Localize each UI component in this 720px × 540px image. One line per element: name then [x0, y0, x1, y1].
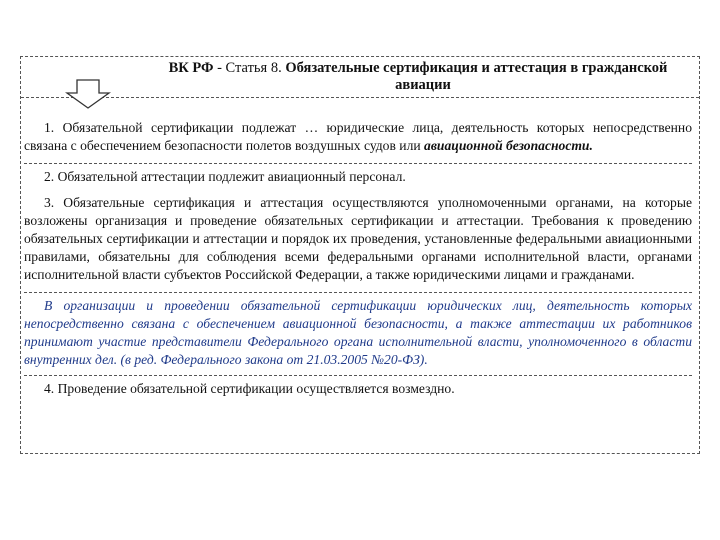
title-code: ВК РФ — [168, 60, 214, 76]
amendment-paragraph: В организации и проведении обязательной сертификации юридических лиц, деятельность которых непосредственно связана с обеспечением авиационной безопасности, а также аттестации их работников принимают участие представители Федерального органа исполнительной власти, уполномоченного в области внутренних дел. (в ред. Федерального закона от 21.03.2005 №20-ФЗ). — [24, 298, 692, 367]
title-article-name: Обязательные сертификация и аттестация в гражданской — [285, 60, 668, 76]
paragraph-1-text: 1. Обязательной сертификации подлежат … юридические лица, деятельность которых непосредственно связана с обеспечением безопасности полетов воздушных судов или — [24, 120, 692, 153]
article-frame — [20, 56, 700, 454]
paragraph-4: 4. Проведение обязательной сертификации осуществляется возмездно. — [44, 381, 455, 396]
paragraph-3: 3. Обязательные сертификация и аттестация осуществляются уполномоченными органами, на которые возложены организация и проведение обязательных сертификации и аттестации. Требования к проведению обязательных сертификации и аттестации и порядок их проведения, установленные федеральными авиационными правилами, обязательны для соблюдения всеми федеральными органами исполнительной власти, органами исполнительной власти субъектов Российской Федерации, а также юридическими лицами и гражданами. — [24, 195, 692, 282]
separator — [24, 292, 692, 293]
separator — [24, 163, 692, 164]
separator — [24, 375, 692, 376]
paragraph-2: 2. Обязательной аттестации подлежит авиационный персонал. — [44, 169, 406, 184]
article-body — [24, 119, 692, 406]
article-title — [141, 60, 695, 94]
down-arrow-icon — [65, 79, 111, 109]
title-continuation: авиации — [395, 77, 451, 93]
paragraph-1-emphasis: авиационной безопасности. — [424, 138, 593, 153]
paragraph-1 — [24, 119, 692, 155]
title-article-number: - Статья 8. — [213, 60, 286, 76]
article-header — [21, 57, 699, 98]
